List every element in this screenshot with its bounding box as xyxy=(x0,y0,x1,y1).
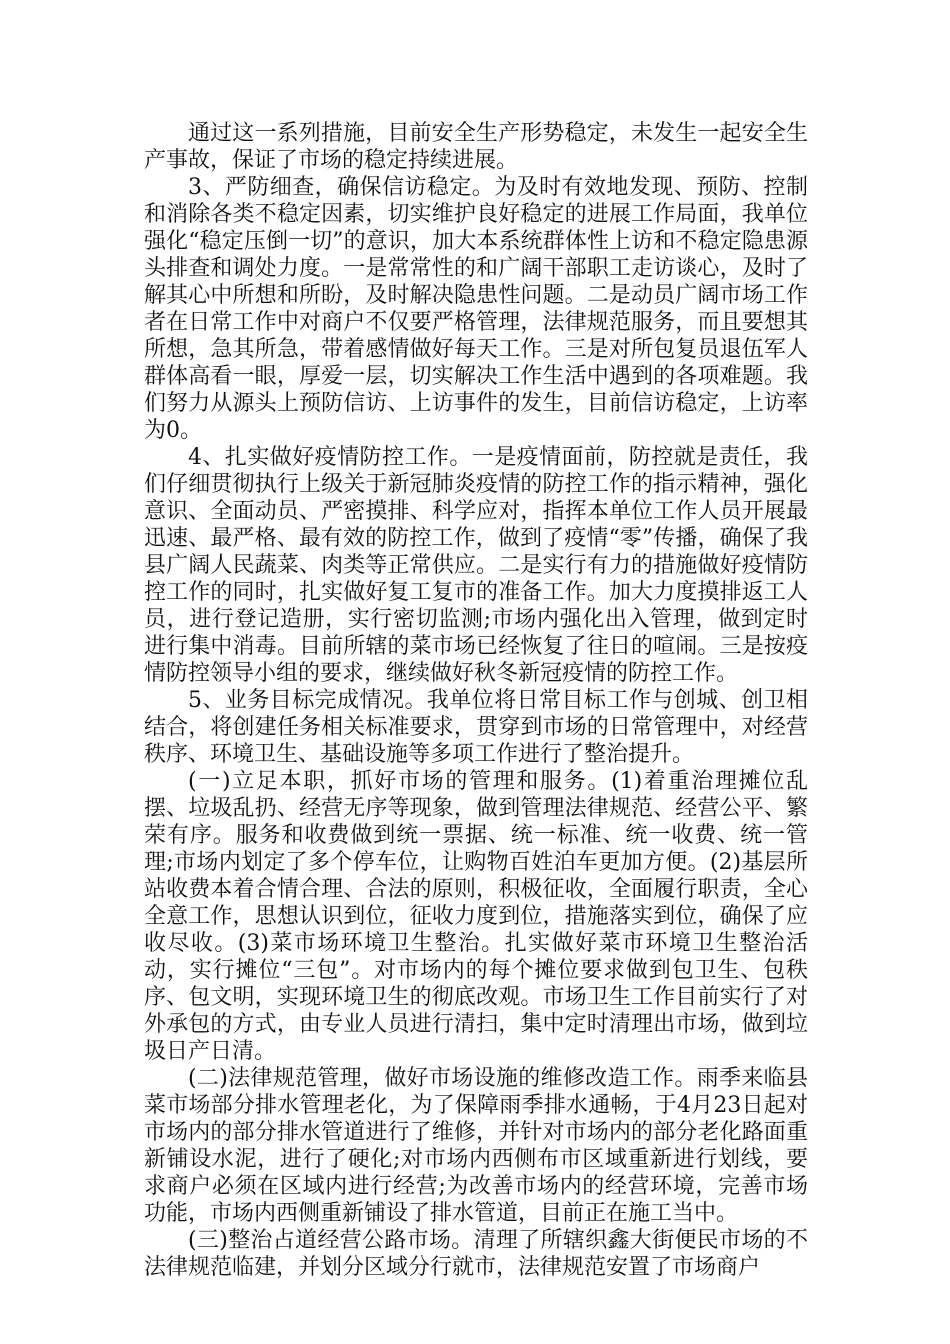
paragraph-business-goals: 5、业务目标完成情况。我单位将日常目标工作与创城、创卫相结合，将创建任务相关标准要求，贯穿到市场的日常管理中，对经营秩序、环境卫生、基础设施等多项工作进行了整治提升。 xyxy=(144,688,808,767)
paragraph-petition-stability: 3、严防细查，确保信访稳定。为及时有效地发现、预防、控制和消除各类不稳定因素，切实维护良好稳定的进展工作局面，我单位强化“稳定压倒一切”的意识，加大本系统群体性上访和不稳定隐患源头排查和调处力度。一是常常性的和广阔干部职工走访谈心，及时了解其心中所想和所盼，及时解决隐患性问题。二是动员广阔市场工作者在日常工作中对商户不仅要严格管理，法律规范服务，而且要想其所想，急其所急，带着感情做好每天工作。三是对所包复员退伍军人群体高看一眼，厚爱一层，切实解决工作生活中遇到的各项难题。我们努力从源头上预防信访、上访事件的发生，目前信访稳定，上访率为0。 xyxy=(144,175,808,443)
paragraph-epidemic-control: 4、扎实做好疫情防控工作。一是疫情面前，防控就是责任，我们仔细贯彻执行上级关于新冠肺炎疫情的防控工作的指示精神，强化意识、全面动员、严密摸排、科学应对，指挥本单位工作人员开展最迅速、最严格、最有效的防控工作，做到了疫情“零”传播，确保了我县广阔人民蔬菜、肉类等正常供应。二是实行有力的措施做好疫情防控工作的同时，扎实做好复工复市的准备工作。加大力度摸排返工人员，进行登记造册，实行密切监测;市场内强化出入管理，做到定时进行集中消毒。目前所辖的菜市场已经恢复了往日的喧闹。三是按疫情防控领导小组的要求，继续做好秋冬新冠疫情的防控工作。 xyxy=(144,445,808,686)
paragraph-facility-repair: (二)法律规范管理，做好市场设施的维修改造工作。雨季来临县菜市场部分排水管理老化，为了保障雨季排水通畅，于4月23日起对市场内的部分排水管道进行了维修，并针对市场内的部分老化路面重新铺设水泥，进行了硬化;对市场内西侧布市区域重新进行划线，要求商户必须在区域内进行经营;为改善市场内的经营环境，完善市场功能，市场内西侧重新铺设了排水管道，目前正在施工当中。 xyxy=(144,1066,808,1226)
paragraph-market-management: (一)立足本职，抓好市场的管理和服务。(1)着重治理摊位乱摆、垃圾乱扔、经营无序等现象，做到管理法律规范、经营公平、繁荣有序。服务和收费做到统一票据、统一标准、统一收费、统一管理;市场内划定了多个停车位，让购物百姓泊车更加方便。(2)基层所站收费本着合情合理、合法的原则，积极征收，全面履行职责，全心全意工作，思想认识到位，征收力度到位，措施落实到位，确保了应收尽收。(3)菜市场环境卫生整治。扎实做好菜市环境卫生整治活动，实行摊位“三包”。对市场内的每个摊位要求做到包卫生、包秩序、包文明，实现环境卫生的彻底改观。市场卫生工作目前实行了对外承包的方式，由专业人员进行清扫，集中定时清理出市场，做到垃圾日产日清。 xyxy=(144,769,808,1064)
paragraph-safety-summary: 通过这一系列措施，目前安全生产形势稳定，未发生一起安全生产事故，保证了市场的稳定持续进展。 xyxy=(144,121,808,173)
paragraph-road-market: (三)整治占道经营公路市场。清理了所辖织鑫大街便民市场的不法律规范临建，并划分区域分行就市，法律规范安置了市场商户 xyxy=(144,1228,808,1280)
document-body xyxy=(144,120,808,1281)
